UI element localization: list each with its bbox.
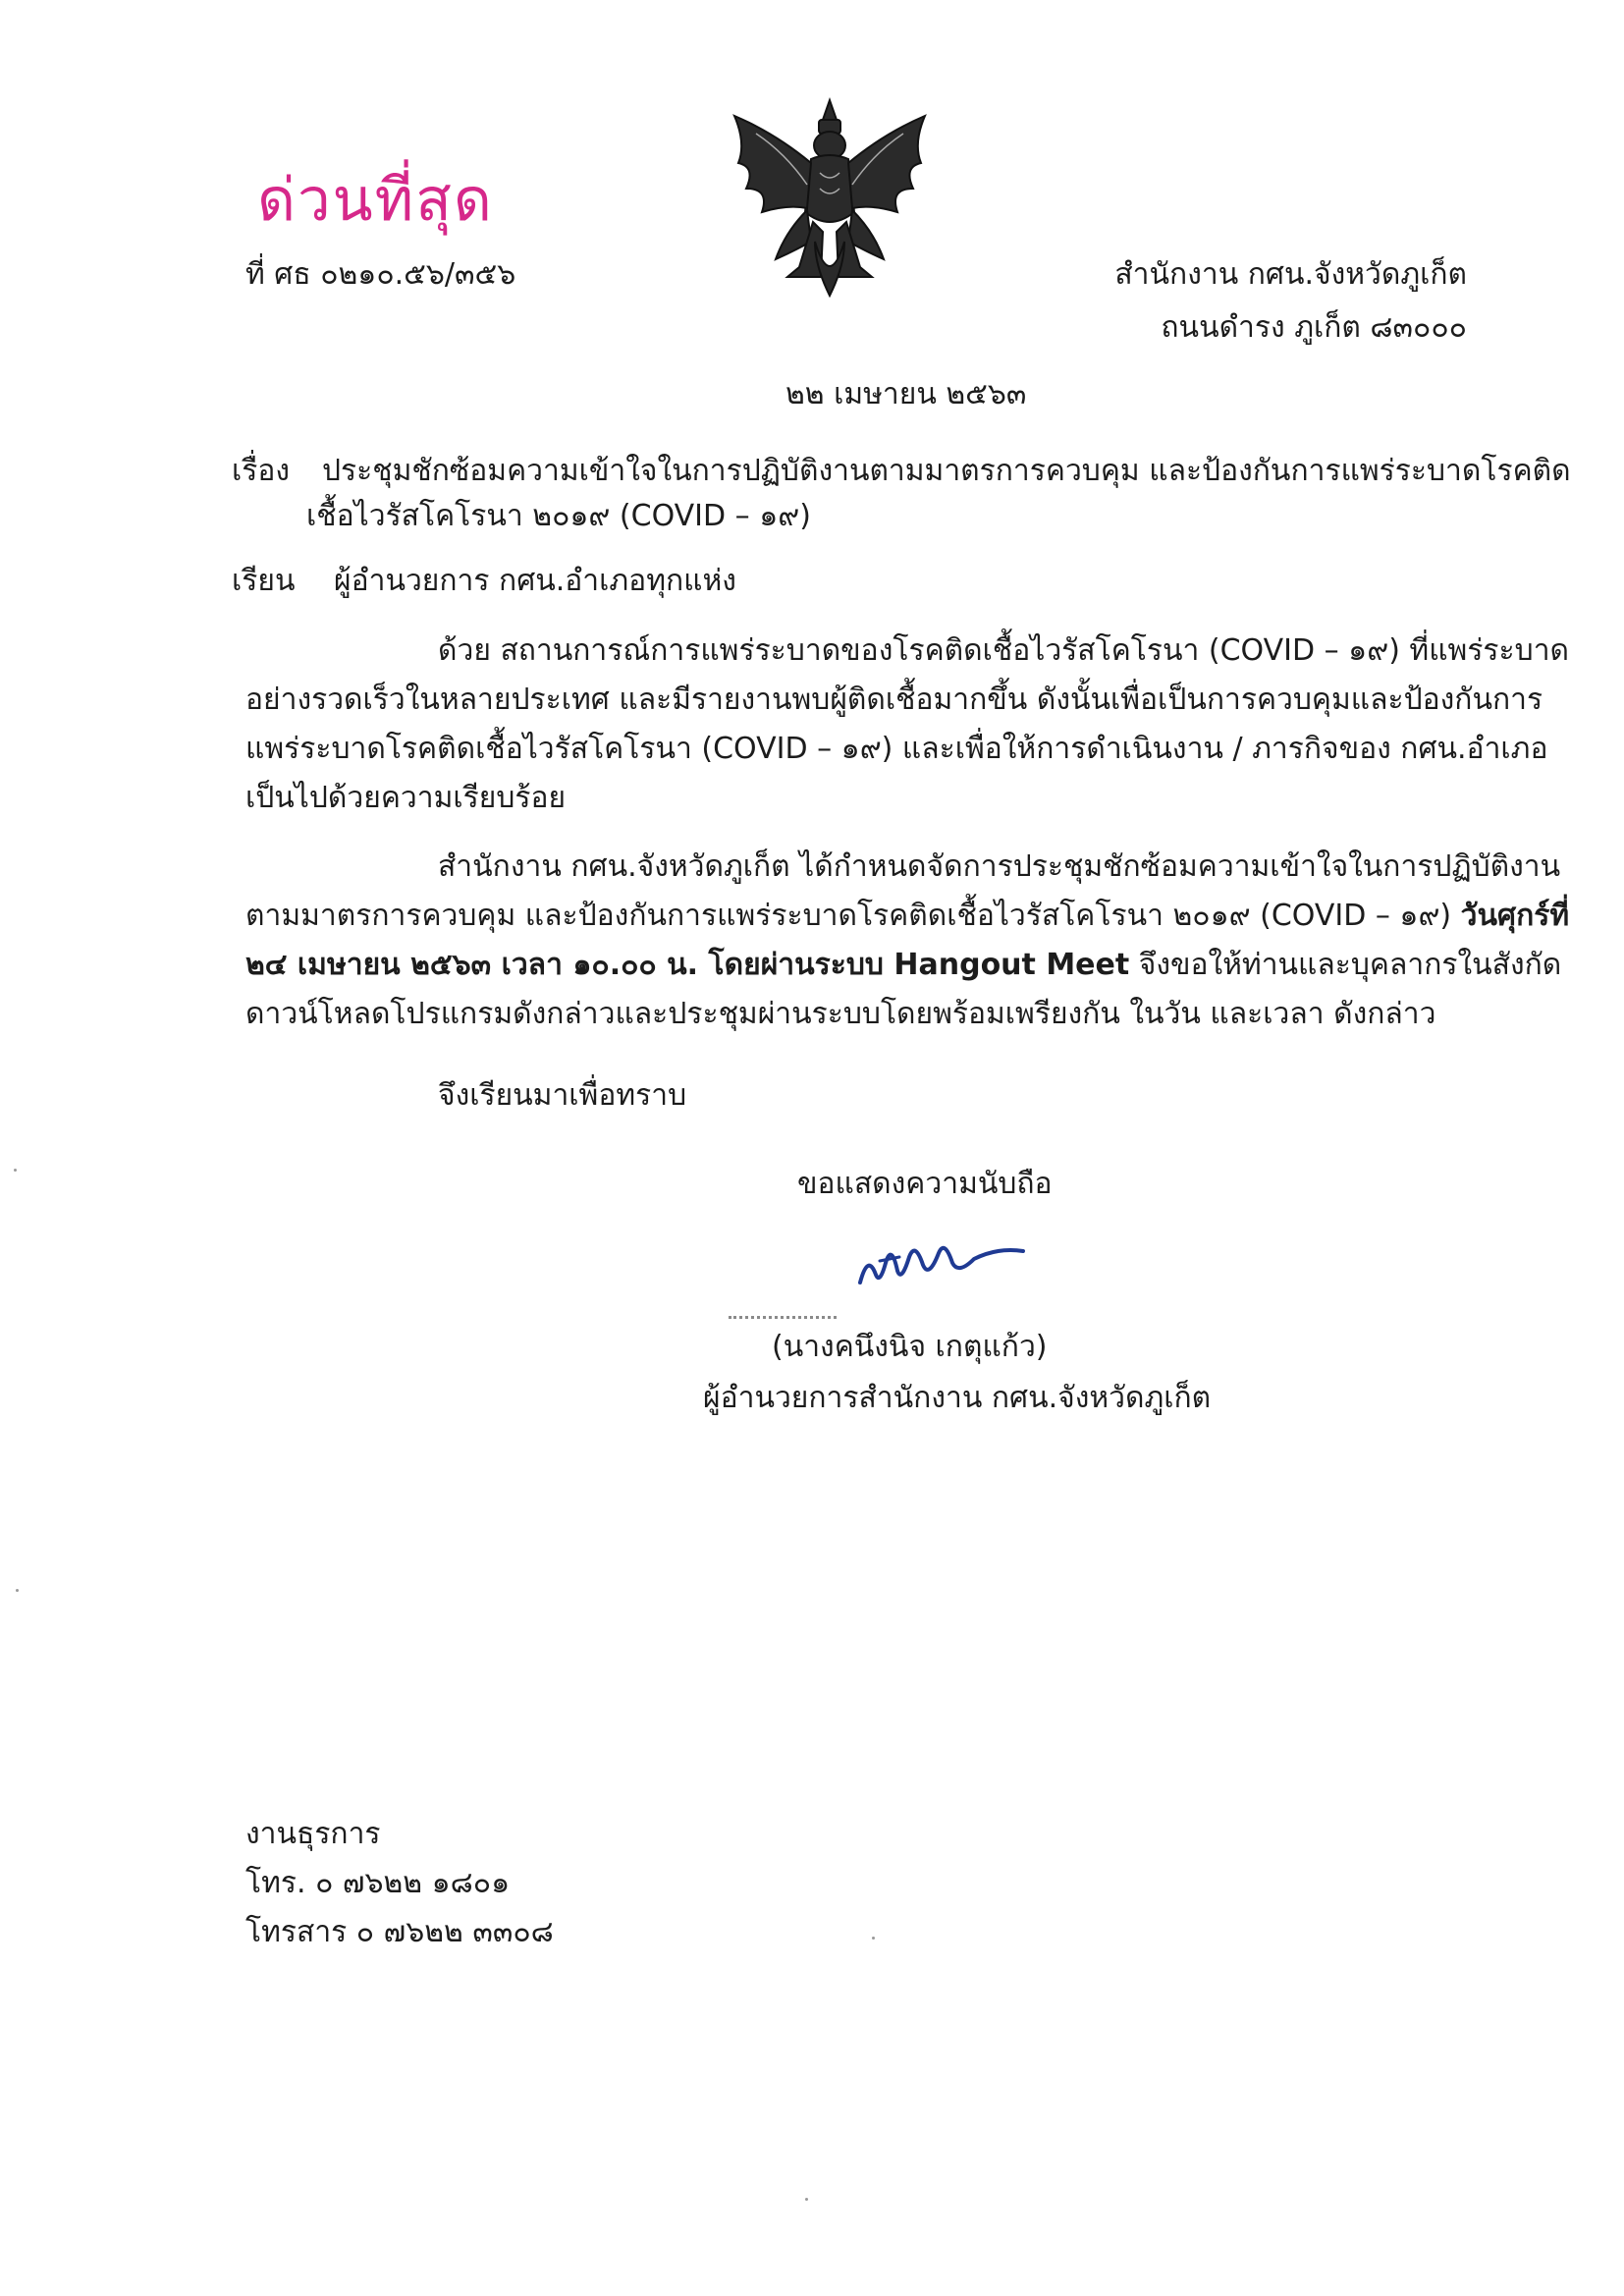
subject-line-2: เชื้อไวรัสโคโรนา ๒๐๑๙ (COVID – ๑๙) xyxy=(306,499,811,533)
signature-dotted-mark xyxy=(729,1316,837,1325)
paragraph-2-line xyxy=(245,941,1562,990)
signer-name: (นางคนึงนิจ เกตุแก้ว) xyxy=(772,1330,1048,1364)
body-paragraph-1 xyxy=(245,627,1570,823)
handwritten-signature xyxy=(850,1214,1027,1302)
document-date: ๒๒ เมษายน ๒๕๖๓ xyxy=(785,377,1027,411)
scan-speck xyxy=(16,1589,19,1592)
meeting-day-highlight: วันศุกร์ที่ xyxy=(1460,899,1570,933)
paragraph-2-text: ตามมาตรการควบคุม และป้องกันการแพร่ระบาดโรคติดเชื้อไวรัสโคโรนา ๒๐๑๙ (COVID – ๑๙) xyxy=(245,899,1461,933)
paragraph-1-line: อย่างรวดเร็วในหลายประเทศ และมีรายงานพบผู้ติดเชื้อมากขึ้น ดังนั้นเพื่อเป็นการควบคุมและป้องกันการ xyxy=(245,683,1543,717)
scan-speck xyxy=(805,2198,808,2201)
scan-speck xyxy=(14,1169,17,1172)
footer-department: งานธุรการ xyxy=(245,1817,381,1851)
urgency-stamp: ด่วนที่สุด xyxy=(257,166,494,235)
paragraph-2-line xyxy=(245,892,1570,941)
subject-line-1: ประชุมชักซ้อมความเข้าใจในการปฏิบัติงานตามมาตรการควบคุม และป้องกันการแพร่ระบาดโรคติด xyxy=(322,454,1571,488)
paragraph-1-line: แพร่ระบาดโรคติดเชื้อไวรัสโคโรนา (COVID – ๑๙) และเพื่อให้การดำเนินงาน / ภารกิจของ กศน.อำเภอ xyxy=(245,732,1548,766)
footer-fax: โทรสาร ๐ ๗๖๒๒ ๓๓๐๘ xyxy=(245,1915,554,1949)
sender-office: สำนักงาน กศน.จังหวัดภูเก็ต xyxy=(1114,257,1467,292)
garuda-emblem-icon xyxy=(717,94,943,301)
scan-speck xyxy=(872,1937,875,1940)
recipient-text: ผู้อำนวยการ กศน.อำเภอทุกแห่ง xyxy=(334,564,736,598)
footer-phone: โทร. ๐ ๗๖๒๒ ๑๘๐๑ xyxy=(245,1866,511,1900)
paragraph-2-text: จึงขอให้ท่านและบุคลากรในสังกัด xyxy=(1129,948,1562,982)
sender-street-address: ถนนดำรง ภูเก็ต ๘๓๐๐๐ xyxy=(1161,310,1467,345)
closing-line: จึงเรียนมาเพื่อทราบ xyxy=(438,1078,687,1113)
recipient-label: เรียน xyxy=(232,564,296,598)
body-paragraph-2 xyxy=(245,843,1570,1039)
paragraph-2-line: ดาวน์โหลดโปรแกรมดังกล่าวและประชุมผ่านระบบโดยพร้อมเพรียงกัน ในวัน และเวลา ดังกล่าว xyxy=(245,997,1436,1031)
paragraph-1-line: เป็นไปด้วยความเรียบร้อย xyxy=(245,781,567,815)
document-reference-number: ที่ ศธ ๐๒๑๐.๕๖/๓๕๖ xyxy=(245,257,516,292)
paragraph-2-line: สำนักงาน กศน.จังหวัดภูเก็ต ได้กำหนดจัดการประชุมชักซ้อมความเข้าใจในการปฏิบัติงาน xyxy=(438,849,1561,884)
paragraph-1-line: ด้วย สถานการณ์การแพร่ระบาดของโรคติดเชื้อไวรัสโคโรนา (COVID – ๑๙) ที่แพร่ระบาด xyxy=(438,633,1570,668)
subject-label: เรื่อง xyxy=(232,454,291,488)
signer-position: ผู้อำนวยการสำนักงาน กศน.จังหวัดภูเก็ต xyxy=(703,1381,1212,1415)
regards-line: ขอแสดงความนับถือ xyxy=(797,1167,1053,1201)
meeting-datetime-highlight: ๒๔ เมษายน ๒๕๖๓ เวลา ๑๐.๐๐ น. โดยผ่านระบบ Hangout Meet xyxy=(245,948,1130,982)
